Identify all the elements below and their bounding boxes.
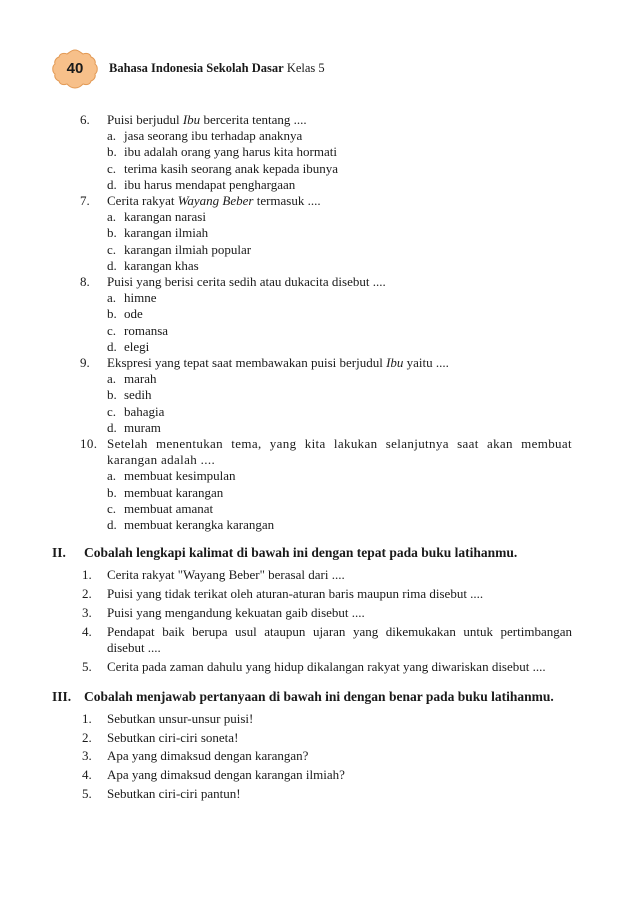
answer-option [0, 258, 638, 274]
list-item [0, 605, 638, 621]
question-text-end: bercerita tentang .... [200, 112, 307, 127]
option-letter: a. [107, 209, 117, 225]
question [0, 436, 638, 468]
section-3-title [0, 689, 638, 705]
question [0, 112, 638, 128]
item-number: 3. [82, 604, 92, 620]
question [0, 193, 638, 209]
question-italic-title: Wayang Beber [177, 193, 254, 209]
question-number: 8. [80, 274, 90, 290]
item-text: Puisi yang tidak terikat oleh aturan-aturan baris maupun rima disebut .... [107, 586, 484, 602]
answer-option [0, 468, 638, 484]
book-title [109, 61, 325, 76]
book-title-rest: Kelas 5 [283, 61, 325, 75]
section-2-heading: Cobalah lengkapi kalimat di bawah ini dengan tepat pada buku latihanmu. [84, 545, 518, 561]
option-text: himne [124, 290, 157, 306]
section-2-title [0, 545, 638, 561]
option-letter: d. [107, 338, 117, 354]
option-text: terima kasih seorang anak kepada ibunya [124, 160, 339, 176]
option-letter: d. [107, 419, 117, 435]
question-text: Setelah menentukan tema, yang kita lakukan selanjutnya saat akan membuat karangan adalah .... [107, 436, 572, 468]
answer-option [0, 128, 638, 144]
option-text: karangan ilmiah [124, 225, 209, 241]
section-3-numeral: III. [52, 688, 72, 704]
item-text: Pendapat baik berupa usul ataupun ujaran yang dikemukakan untuk pertimbangan disebut .... [107, 623, 572, 655]
question-text: Puisi berjudul [107, 112, 183, 127]
question-number: 10. [80, 436, 98, 452]
option-letter: a. [107, 290, 117, 306]
answer-option [0, 323, 638, 339]
item-number: 4. [82, 767, 92, 783]
option-letter: c. [107, 403, 117, 419]
list-item [0, 730, 638, 746]
answer-option [0, 339, 638, 355]
option-letter: c. [107, 500, 117, 516]
item-number: 5. [82, 658, 92, 674]
option-letter: d. [107, 257, 117, 273]
option-letter: b. [107, 144, 117, 160]
item-text: Cerita rakyat "Wayang Beber" berasal dari .... [107, 567, 345, 583]
answer-option [0, 387, 638, 403]
section-2-numeral: II. [52, 545, 66, 561]
option-text: membuat amanat [124, 500, 214, 516]
item-text: Sebutkan ciri-ciri pantun! [107, 785, 241, 801]
page-number-badge [50, 48, 100, 90]
question-text: Cerita rakyat [107, 193, 178, 209]
item-number: 1. [82, 567, 92, 583]
question-text: Ekspresi yang tepat saat membawakan puisi berjudul [107, 355, 387, 371]
answer-option [0, 306, 638, 322]
option-text: sedih [124, 387, 152, 403]
question [0, 355, 638, 371]
list-item [0, 711, 638, 727]
answer-option [0, 209, 638, 225]
option-text: membuat kerangka karangan [124, 517, 275, 533]
item-number: 2. [82, 586, 92, 602]
question-number: 6. [80, 112, 90, 127]
list-item [0, 767, 638, 783]
question-italic-title: Ibu [386, 355, 404, 371]
list-item [0, 748, 638, 764]
question-italic-title: Ibu [182, 112, 201, 127]
option-letter: b. [107, 484, 117, 500]
question-text-end: yaitu .... [403, 355, 449, 371]
answer-option [0, 225, 638, 241]
question-number: 7. [80, 193, 90, 209]
option-text: romansa [124, 322, 169, 338]
item-number: 5. [82, 785, 92, 801]
answer-option [0, 485, 638, 501]
section-3-heading: Cobalah menjawab pertanyaan di bawah ini dengan benar pada buku latihanmu. [84, 688, 554, 704]
option-letter: a. [107, 128, 117, 144]
item-text: Apa yang dimaksud dengan karangan ilmiah? [107, 767, 345, 783]
option-text: ode [124, 306, 143, 322]
multiple-choice-questions [0, 112, 638, 533]
list-item [0, 624, 638, 656]
section-3-list [0, 711, 638, 802]
answer-option [0, 177, 638, 193]
item-text: Sebutkan ciri-ciri soneta! [107, 729, 239, 745]
answer-option [0, 371, 638, 387]
option-letter: b. [107, 225, 117, 241]
question [0, 274, 638, 290]
item-number: 2. [82, 729, 92, 745]
list-item [0, 586, 638, 602]
option-letter: b. [107, 306, 117, 322]
option-text: elegi [124, 338, 150, 354]
option-letter: c. [107, 322, 117, 338]
answer-option [0, 404, 638, 420]
option-text: membuat karangan [124, 484, 224, 500]
answer-option [0, 420, 638, 436]
item-text: Apa yang dimaksud dengan karangan? [107, 748, 309, 764]
option-letter: d. [107, 517, 117, 533]
item-text: Sebutkan unsur-unsur puisi! [107, 710, 254, 726]
option-text: ibu harus mendapat penghargaan [124, 176, 296, 192]
page-content [0, 112, 638, 804]
question-number: 9. [80, 355, 90, 371]
item-number: 1. [82, 710, 92, 726]
option-letter: a. [107, 371, 117, 387]
question-text-end: termasuk .... [253, 193, 321, 209]
item-text: Cerita pada zaman dahulu yang hidup dikalangan rakyat yang diwariskan disebut .... [107, 658, 546, 674]
option-text: ibu adalah orang yang harus kita hormati [124, 144, 337, 160]
option-text: muram [124, 419, 161, 435]
answer-option [0, 144, 638, 160]
item-number: 4. [82, 623, 92, 639]
option-text: karangan khas [124, 257, 199, 273]
option-letter: d. [107, 176, 117, 192]
item-text: Puisi yang mengandung kekuatan gaib disebut .... [107, 604, 365, 620]
list-item [0, 786, 638, 802]
section-2-list [0, 567, 638, 674]
option-text: jasa seorang ibu terhadap anaknya [124, 128, 303, 144]
page-number: 40 [66, 60, 84, 77]
list-item [0, 567, 638, 583]
item-number: 3. [82, 748, 92, 764]
question-text: Puisi yang berisi cerita sedih atau dukacita disebut .... [107, 274, 386, 290]
answer-option [0, 242, 638, 258]
answer-option [0, 290, 638, 306]
option-letter: a. [107, 468, 117, 484]
option-text: marah [124, 371, 157, 387]
answer-option [0, 517, 638, 533]
option-text: karangan ilmiah popular [124, 241, 252, 257]
option-letter: c. [107, 160, 117, 176]
option-text: membuat kesimpulan [124, 468, 236, 484]
book-title-bold: Bahasa Indonesia Sekolah Dasar [109, 61, 284, 75]
answer-option [0, 501, 638, 517]
answer-option [0, 161, 638, 177]
option-text: karangan narasi [124, 209, 206, 225]
option-letter: c. [107, 241, 117, 257]
list-item [0, 659, 638, 675]
option-text: bahagia [124, 403, 165, 419]
option-letter: b. [107, 387, 117, 403]
